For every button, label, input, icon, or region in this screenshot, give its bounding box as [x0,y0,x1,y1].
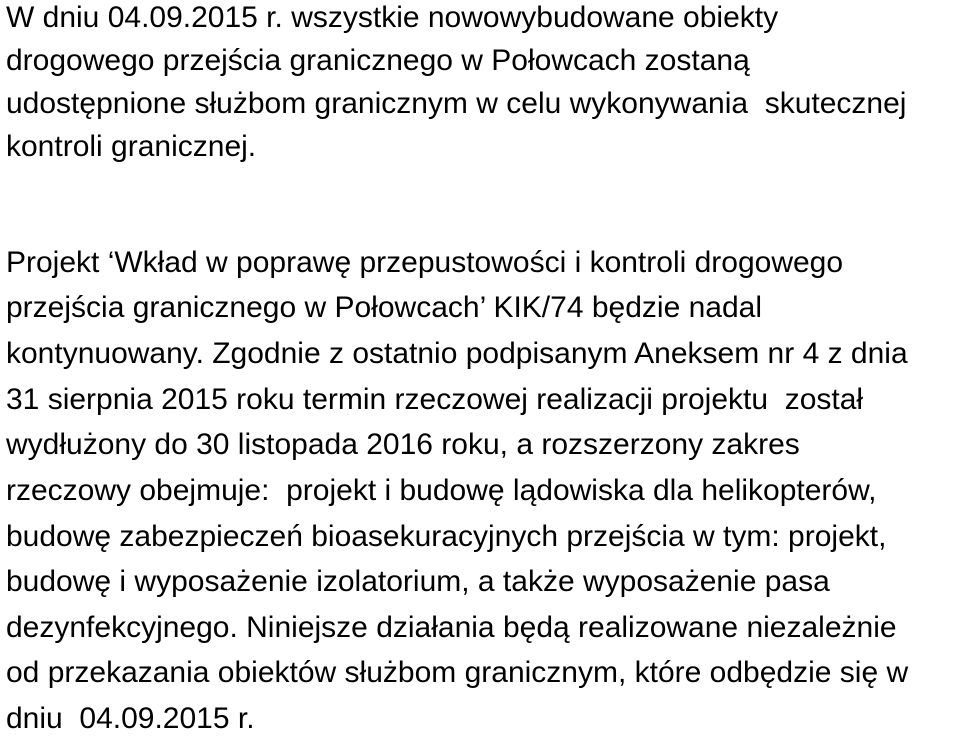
paragraph-2-line-7: budowę zabezpieczeń bioasekuracyjnych przejścia w tym: projekt, [6,520,887,553]
paragraph-1-line-1: W dniu 04.09.2015 r. wszystkie nowowybudowane obiekty [6,1,779,34]
paragraph-2-line-11: dniu 04.09.2015 r. [6,702,255,735]
paragraph-2-line-2: przejścia granicznego w Połowcach’ KIK/74 będzie nadal [6,291,762,324]
paragraph-1-line-3: udostępnione służbom granicznym w celu wykonywania skutecznej [6,87,907,120]
paragraph-2-line-4: 31 sierpnia 2015 roku termin rzeczowej realizacji projektu został [6,383,864,416]
paragraph-2-line-5: wydłużony do 30 listopada 2016 roku, a rozszerzony zakres [6,428,800,461]
paragraph-2-line-1: Projekt ‘Wkład w poprawę przepustowości i kontroli drogowego [6,246,844,279]
paragraph-2-line-3: kontynuowany. Zgodnie z ostatnio podpisanym Aneksem nr 4 z dnia [6,337,908,370]
paragraph-2-line-8: budowę i wyposażenie izolatorium, a także wyposażenie pasa [6,565,830,598]
paragraph-1-line-2: drogowego przejścia granicznego w Połowcach zostaną [6,44,750,77]
paragraph-2-line-9: dezynfekcyjnego. Niniejsze działania będą realizowane niezależnie [6,611,897,644]
paragraph-2-line-10: od przekazania obiektów służbom granicznym, które odbędzie się w [6,656,909,689]
paragraph-1-line-4: kontroli granicznej. [6,130,257,163]
paragraph-2-line-6: rzeczowy obejmuje: projekt i budowę lądowiska dla helikopterów, [6,474,877,507]
